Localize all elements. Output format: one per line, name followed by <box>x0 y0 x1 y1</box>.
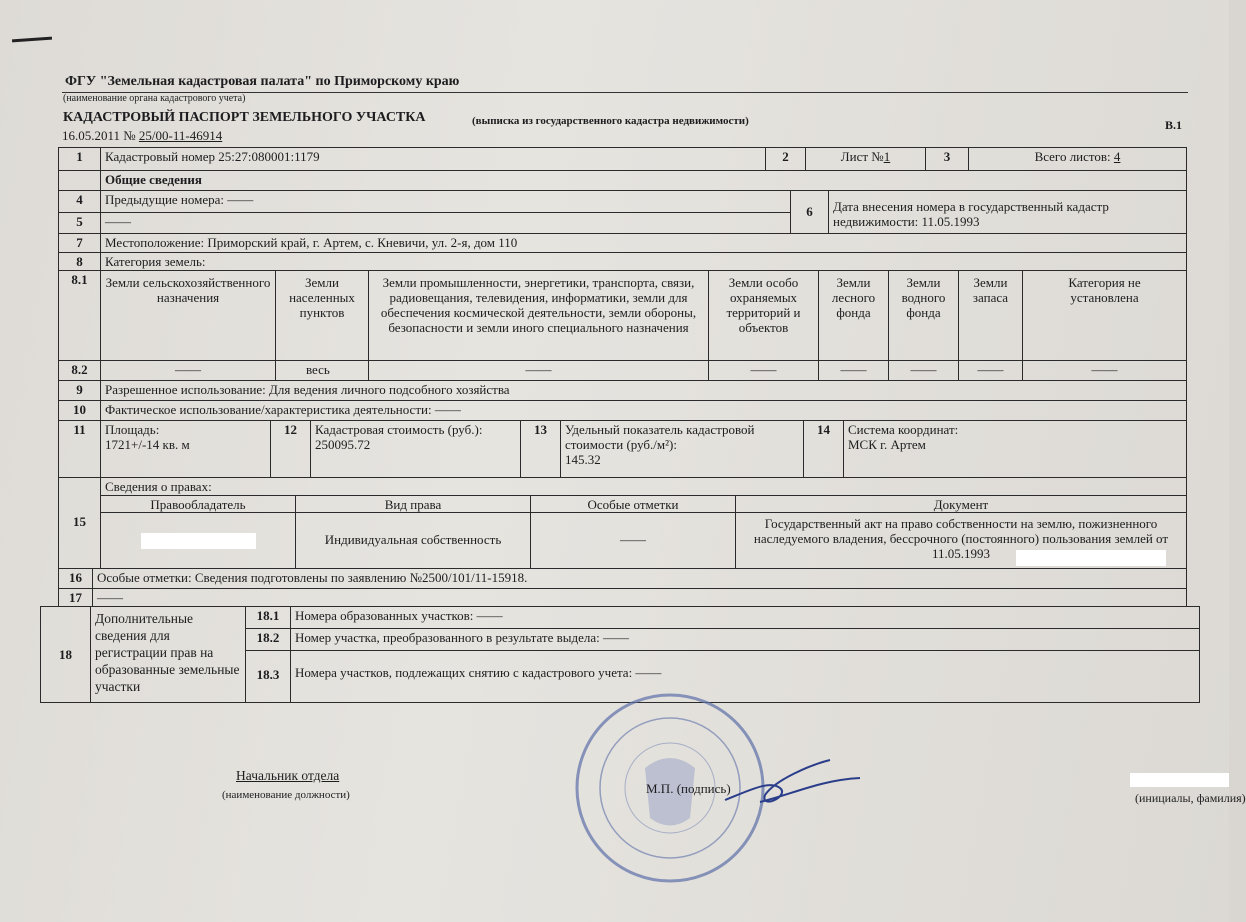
special-marks: —— <box>530 512 736 569</box>
row-2-num: 2 <box>765 147 806 171</box>
category-col: Земли особо охраняемых территорий и объектов <box>708 270 819 361</box>
rights-label: Сведения о правах: <box>100 477 1187 496</box>
row-3-num: 3 <box>925 147 969 171</box>
sheet-number <box>805 147 926 171</box>
row-7-num: 7 <box>58 233 101 253</box>
row-182-num: 18.2 <box>245 628 291 651</box>
cadastral-value-label: Кадастровая стоимость (руб.): <box>315 422 483 437</box>
doc-number: 25/00-11-46914 <box>138 128 223 143</box>
permitted-use: Разрешенное использование: Для ведения личного подсобного хозяйства <box>100 380 1187 401</box>
rights-header: Правообладатель <box>100 495 296 513</box>
category-value: —— <box>818 360 889 381</box>
sheet-value: 1 <box>883 149 891 164</box>
area <box>100 420 271 478</box>
row-9-num: 9 <box>58 380 101 401</box>
total-sheets <box>968 147 1187 171</box>
row-81-num: 8.1 <box>58 270 101 361</box>
category-col: Земли промышленности, энергетики, транспорта, связи, радиовещания, телевидения, информатики, земли для обеспечения космической деятельности, земли обороны, безопасности и земли иного специального назначения <box>368 270 709 361</box>
cadastral-value-amount: 250095.72 <box>315 437 371 452</box>
specific-value-amount: 145.32 <box>565 452 601 467</box>
redacted <box>141 533 256 549</box>
transformed-parcel: Номер участка, преобразованного в результате выдела: —— <box>290 628 1200 651</box>
form-code: В.1 <box>1165 118 1183 132</box>
document-text: Государственный акт на право собственности на землю, пожизненного наследуемого владения, бессрочного (постоянного) пользования землей от 11.05.1993 <box>753 516 1169 561</box>
row-17-value: —— <box>92 588 1187 607</box>
general-section: Общие сведения <box>100 170 1187 191</box>
row-183-num: 18.3 <box>245 650 291 703</box>
category-col: Земли водного фонда <box>888 270 959 361</box>
number-date: Дата внесения номера в государственный кадастр недвижимости: 11.05.1993 <box>828 190 1187 234</box>
sheet-label: Лист № <box>840 149 884 164</box>
org-caption: (наименование органа кадастрового учета) <box>63 93 246 104</box>
category-value: —— <box>1022 360 1187 381</box>
cadastral-value <box>310 420 521 478</box>
row-13-num: 13 <box>520 420 561 478</box>
location: Местоположение: Приморский край, г. Артем, с. Кневичи, ул. 2-я, дом 110 <box>100 233 1187 253</box>
rights-header: Вид права <box>295 495 531 513</box>
area-value: 1721+/-14 кв. м <box>105 437 190 452</box>
rights-header: Документ <box>735 495 1187 513</box>
formed-parcels: Номера образованных участков: —— <box>290 606 1200 629</box>
specific-value <box>560 420 804 478</box>
row-10-num: 10 <box>58 400 101 421</box>
coordinate-system-label: Система координат: <box>848 422 959 437</box>
category-col: Земли запаса <box>958 270 1023 361</box>
category-value: —— <box>708 360 819 381</box>
rights-document <box>735 512 1187 569</box>
coordinate-system-value: МСК г. Артем <box>848 437 926 452</box>
category-value: —— <box>958 360 1023 381</box>
row-14-num: 14 <box>803 420 844 478</box>
stamp-seal-label: М.П. (подпись) <box>646 781 731 796</box>
total-value: 4 <box>1113 149 1121 164</box>
doc-subtitle: (выписка из государственного кадастра недвижимости) <box>472 115 749 127</box>
coordinate-system <box>843 420 1187 478</box>
position-caption: (наименование должности) <box>222 789 350 801</box>
category-col: Земли сельскохозяйственного назначения <box>100 270 276 361</box>
area-label: Площадь: <box>105 422 160 437</box>
row-17-num: 17 <box>58 588 93 607</box>
row-11-num: 11 <box>58 420 101 478</box>
right-holder <box>100 512 296 569</box>
land-category-label: Категория земель: <box>100 252 1187 271</box>
actual-use: Фактическое использование/характеристика деятельности: —— <box>100 400 1187 421</box>
additional-info-label: Дополнительные сведения для регистрации прав на образованные земельные участки <box>90 606 246 703</box>
category-value: —— <box>368 360 709 381</box>
row-1-num: 1 <box>58 147 101 171</box>
row-12-num: 12 <box>270 420 311 478</box>
category-col: Категория не установлена <box>1022 270 1187 361</box>
row-15-num: 15 <box>58 477 101 569</box>
pen-mark <box>12 37 52 43</box>
category-col: Земли лесного фонда <box>818 270 889 361</box>
signature <box>720 760 870 820</box>
removed-parcels: Номера участков, подлежащих снятию с кадастрового учета: —— <box>290 650 1200 703</box>
category-col: Земли населенных пунктов <box>275 270 369 361</box>
org-name: ФГУ "Земельная кадастровая палата" по Приморскому краю <box>65 74 460 89</box>
rights-header: Особые отметки <box>530 495 736 513</box>
total-label: Всего листов: <box>1034 149 1111 164</box>
row-8-num: 8 <box>58 252 101 271</box>
specific-value-label: Удельный показатель кадастровой стоимости (руб./м²): <box>565 422 755 452</box>
row-5-num: 5 <box>58 212 101 234</box>
row-82-num: 8.2 <box>58 360 101 381</box>
row-16-num: 16 <box>58 568 93 589</box>
cadastral-number: Кадастровый номер 25:27:080001:1179 <box>100 147 766 171</box>
row-18-num: 18 <box>40 606 91 703</box>
row-4-num: 4 <box>58 190 101 213</box>
redacted-initials <box>1130 773 1229 787</box>
row-181-num: 18.1 <box>245 606 291 629</box>
row-5-value: —— <box>100 212 791 234</box>
category-value: —— <box>100 360 276 381</box>
right-type: Индивидуальная собственность <box>295 512 531 569</box>
initials-caption: (инициалы, фамилия) <box>1135 791 1246 805</box>
row-6-num: 6 <box>790 190 829 234</box>
doc-title: КАДАСТРОВЫЙ ПАСПОРТ ЗЕМЕЛЬНОГО УЧАСТКА <box>63 110 426 125</box>
special-notes: Особые отметки: Сведения подготовлены по заявлению №2500/101/11-15918. <box>92 568 1187 589</box>
doc-date: 16.05.2011 № <box>62 128 136 143</box>
blank-num <box>58 170 101 191</box>
position-title: Начальник отдела <box>236 768 340 783</box>
previous-numbers: Предыдущие номера: —— <box>100 190 791 213</box>
category-value: весь <box>275 360 369 381</box>
redacted <box>1016 550 1166 566</box>
category-value: —— <box>888 360 959 381</box>
